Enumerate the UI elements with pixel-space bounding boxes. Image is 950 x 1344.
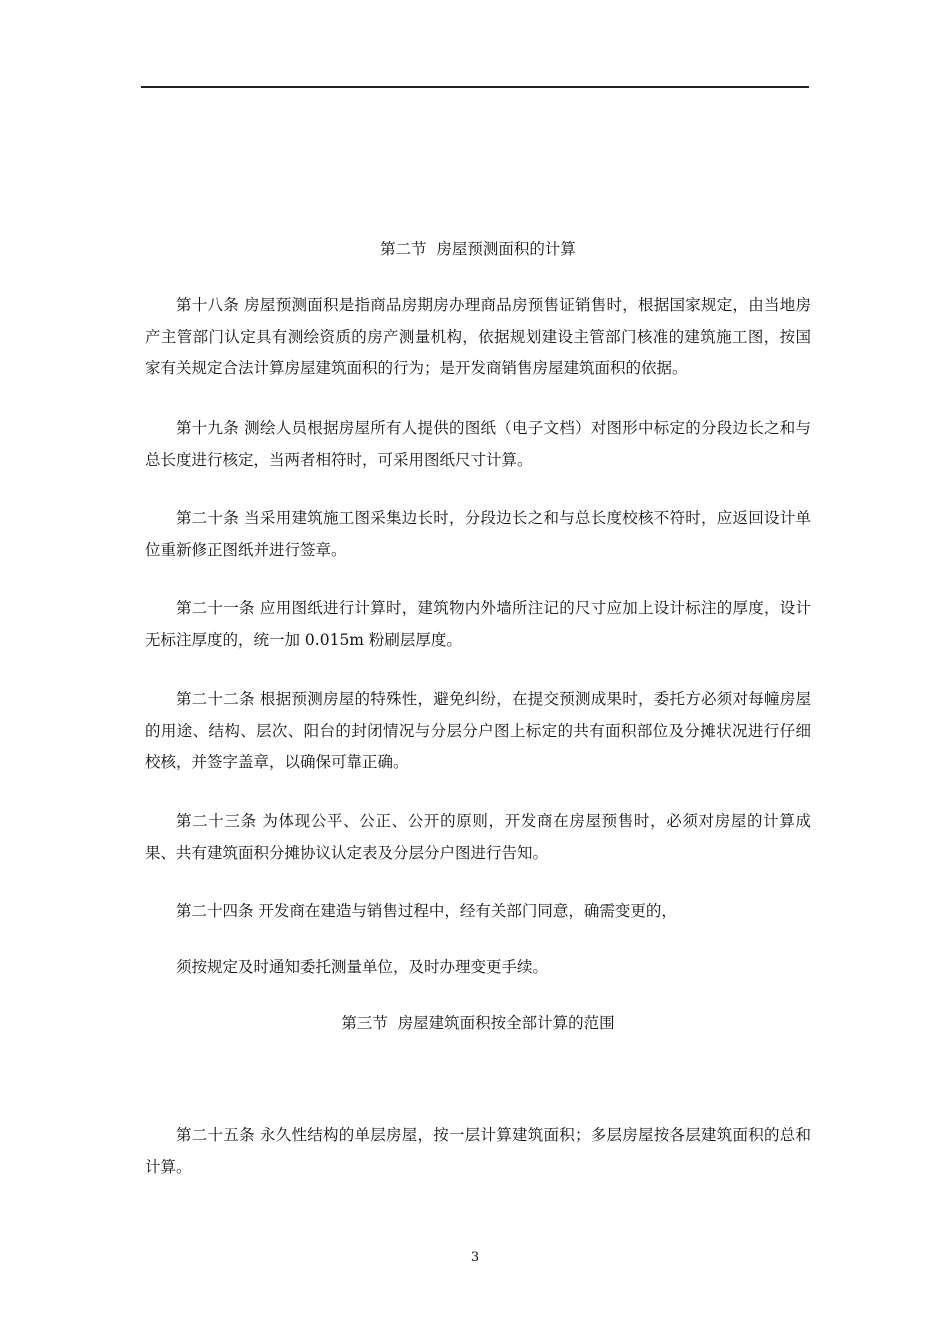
section-3-heading: 第三节 房屋建筑面积按全部计算的范围 [341,1014,615,1032]
section-2-heading: 第二节 房屋预测面积的计算 [380,240,576,258]
article-19: 第十九条 测绘人员根据房屋所有人提供的图纸（电子文档）对图形中标定的分段边长之和与总长度进行核定，当两者相符时，可采用图纸尺寸计算。 [145,419,811,469]
article-23: 第二十三条 为体现公平、公正、公开的原则，开发商在房屋预售时，必须对房屋的计算成果、共有建筑面积分摊协议认定表及分层分户图进行告知。 [145,812,811,862]
article-24-continued: 须按规定及时通知委托测量单位，及时办理变更手续。 [176,958,549,976]
article-25: 第二十五条 永久性结构的单层房屋，按一层计算建筑面积；多层房屋按各层建筑面积的总和计算。 [145,1126,811,1176]
article-18: 第十八条 房屋预测面积是指商品房期房办理商品房预售证销售时，根据国家规定，由当地房产主管部门认定具有测绘资质的房产测量机构，依据规划建设主管部门核准的建筑施工图，按国家有关规定合法计算房屋建筑面积的行为；是开发商销售房屋建筑面积的依据。 [145,296,811,377]
page-number: 3 [470,1250,480,1265]
article-22: 第二十二条 根据预测房屋的特殊性，避免纠纷，在提交预测成果时，委托方必须对每幢房屋的用途、结构、层次、阳台的封闭情况与分层分户图上标定的共有面积部位及分摊状况进行仔细校核，并签字盖章，以确保可靠正确。 [145,690,811,771]
article-21: 第二十一条 应用图纸进行计算时，建筑物内外墙所注记的尺寸应加上设计标注的厚度，设计无标注厚度的，统一加 0.015m 粉刷层厚度。 [145,599,811,649]
header-rule [141,86,809,88]
article-20: 第二十条 当采用建筑施工图采集边长时，分段边长之和与总长度校核不符时，应返回设计单位重新修正图纸并进行签章。 [145,509,811,559]
article-24: 第二十四条 开发商在建造与销售过程中，经有关部门同意，确需变更的， [176,902,677,920]
